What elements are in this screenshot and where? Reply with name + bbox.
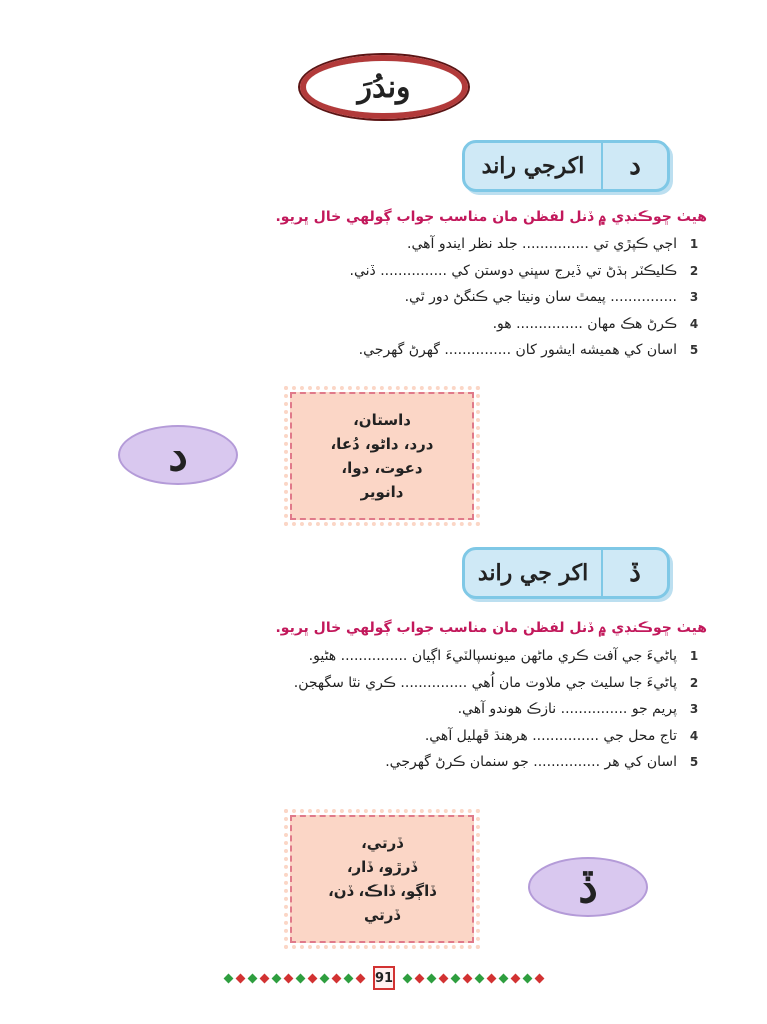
diamond-ornament bbox=[462, 973, 472, 983]
section2-letter: ڏ bbox=[601, 550, 667, 596]
stamp-word: درد، داڻو، دُعا، bbox=[330, 435, 434, 453]
stamp-word: ڏاڳو، ڏاڪ، ڏن، bbox=[328, 882, 436, 900]
section2-header bbox=[462, 547, 670, 599]
oval-letter: د bbox=[168, 429, 188, 481]
stamp-word: ڏرڙو، ڏار، bbox=[346, 858, 418, 876]
question-row: 2 پاڻيءَ جا سليٽ جي ملاوت مان اُهي ............... ڪري نٿا سگهجن. bbox=[293, 674, 699, 691]
section1-instruction: هيٺ ڇوڪنڊي ۾ ڏنل لفظن مان مناسب جواب ڳولهي خال ڀريو. bbox=[275, 209, 707, 225]
question-row: 2 ڪليڪٽر ٻڌڻ تي ڏيرج سڀني دوستن کي ............... ڏني. bbox=[349, 262, 699, 279]
stamp-word: ڏرتي bbox=[363, 906, 401, 924]
question-row: 5 اسان کي هر ............... جو سنمان ڪرڻ گهرجي. bbox=[385, 754, 699, 771]
question-row: 3 ............... پيمٿ سان ونيتا جي ڪنگڻ دور ٿي. bbox=[404, 289, 699, 306]
diamond-ornament bbox=[474, 973, 484, 983]
question-row: 4 تاج محل جي ............... هرهنڌ ڦهليل آهي. bbox=[424, 727, 699, 744]
diamond-ornament bbox=[344, 973, 354, 983]
diamond-ornament bbox=[284, 973, 294, 983]
diamond-ornament bbox=[356, 973, 366, 983]
diamond-ornament bbox=[414, 973, 424, 983]
diamond-ornament bbox=[426, 973, 436, 983]
stamp-word: دعوت، دوا، bbox=[341, 459, 423, 477]
section1-letter: د bbox=[601, 143, 667, 189]
footer-diamonds-right bbox=[401, 975, 545, 982]
section1-header bbox=[462, 140, 670, 192]
question-row: 3 پريم جو ............... نازڪ هوندو آهي. bbox=[457, 701, 699, 718]
section2-heading: اکر جي راند bbox=[477, 560, 589, 586]
page-footer bbox=[228, 964, 540, 992]
diamond-ornament bbox=[510, 973, 520, 983]
oval-letter: ڏ bbox=[578, 861, 598, 913]
diamond-ornament bbox=[522, 973, 532, 983]
section2-instruction: هيٺ ڇوڪنڊي ۾ ڏنل لفظن مان مناسب جواب ڳولهي خال ڀريو. bbox=[275, 620, 707, 636]
stamp-word: ڏرتي، bbox=[361, 834, 403, 852]
diamond-ornament bbox=[332, 973, 342, 983]
diamond-ornament bbox=[438, 973, 448, 983]
stamp-word: داستان، bbox=[353, 411, 411, 429]
diamond-ornament bbox=[236, 973, 246, 983]
section2-letter-oval bbox=[528, 857, 648, 917]
question-row: 5 اسان کي هميشه ايشور کان ............... گهرڻ گهرجي. bbox=[358, 342, 699, 359]
question-row: 1 پاڻيءَ جي آفت ڪري ماڻهن ميونسپالٽيءَ اڳيان ............... هڻيو. bbox=[308, 648, 699, 665]
diamond-ornament bbox=[308, 973, 318, 983]
section1-letter-oval bbox=[118, 425, 238, 485]
diamond-ornament bbox=[450, 973, 460, 983]
section2-word-stamp bbox=[290, 815, 474, 943]
page-number: 91 bbox=[373, 966, 395, 990]
stamp-word: دانوير bbox=[360, 483, 404, 501]
section2-questions bbox=[65, 643, 705, 776]
diamond-ornament bbox=[224, 973, 234, 983]
diamond-ornament bbox=[272, 973, 282, 983]
page-title: وندُرَ bbox=[306, 61, 462, 113]
section1-heading: اکرجي راند bbox=[481, 153, 585, 179]
title-banner bbox=[300, 55, 468, 119]
diamond-ornament bbox=[320, 973, 330, 983]
diamond-ornament bbox=[296, 973, 306, 983]
section1-questions bbox=[65, 231, 705, 364]
diamond-ornament bbox=[486, 973, 496, 983]
diamond-ornament bbox=[498, 973, 508, 983]
footer-diamonds-left bbox=[223, 975, 367, 982]
diamond-ornament bbox=[402, 973, 412, 983]
question-row: 4 ڪرڻ هڪ مهان ............... هو. bbox=[492, 315, 699, 332]
diamond-ornament bbox=[260, 973, 270, 983]
section1-word-stamp bbox=[290, 392, 474, 520]
diamond-ornament bbox=[534, 973, 544, 983]
question-row: 1 اڄي ڪپڙي تي ............... جلد نظر ايندو آهي. bbox=[407, 236, 699, 253]
diamond-ornament bbox=[248, 973, 258, 983]
